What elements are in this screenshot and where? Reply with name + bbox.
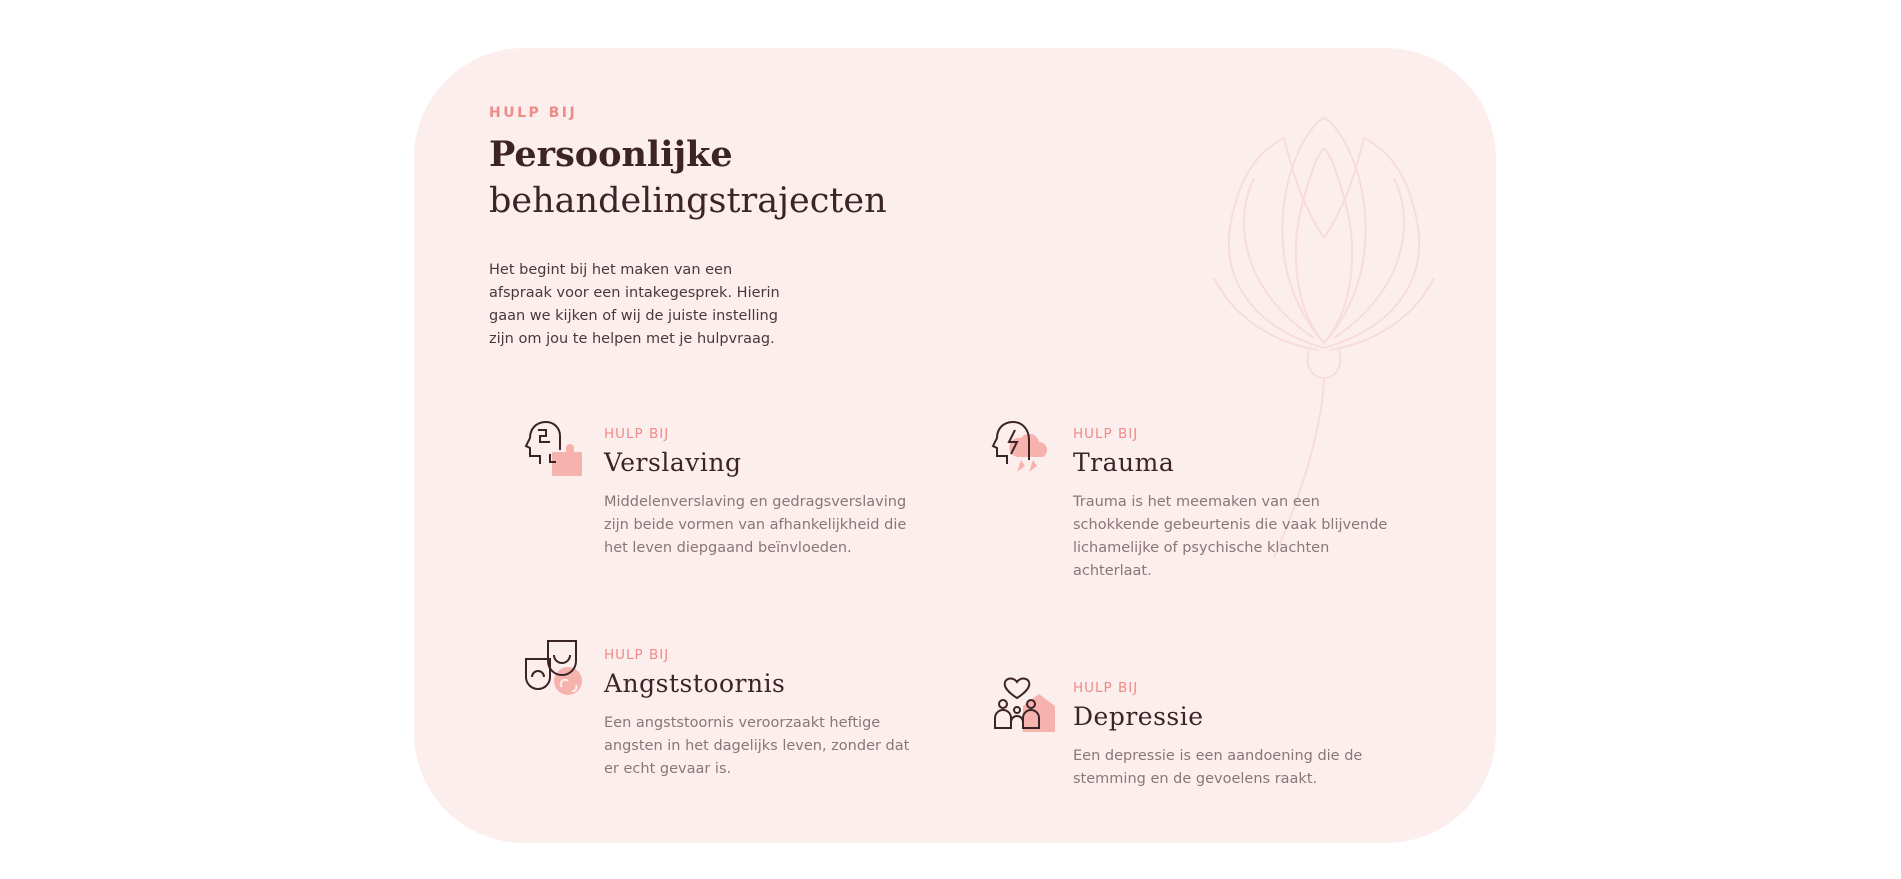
- service-depressie[interactable]: [1073, 680, 1433, 791]
- intro-text: Het begint bij het maken van een afspraak voor een intakegesprek. Hierin gaan we kijken of wij de juiste instelling zijn om jou te helpen met je hulpvraag.: [489, 262, 780, 347]
- head-lightning-icon: [991, 416, 1059, 484]
- treatments-card: [414, 48, 1496, 843]
- family-heart-icon: [991, 670, 1059, 738]
- service-eyebrow: HULP BIJ: [1073, 680, 1139, 696]
- service-description: Trauma is het meemaken van een schokkende gebeurtenis die vaak blijvende lichamelijke of psychische klachten achterlaat.: [1073, 494, 1388, 579]
- service-angststoornis[interactable]: [604, 647, 964, 781]
- service-description: Een angststoornis veroorzaakt heftige angsten in het dagelijks leven, zonder dat er echt gevaar is.: [604, 715, 910, 777]
- service-name[interactable]: Trauma: [1073, 448, 1175, 477]
- service-name[interactable]: Angststoornis: [604, 669, 786, 698]
- head-puzzle-icon: [522, 416, 590, 484]
- page-title: [489, 132, 887, 224]
- service-description: Een depressie is een aandoening die de stemming en de gevoelens raakt.: [1073, 748, 1363, 787]
- service-description: Middelenverslaving en gedragsverslaving zijn beide vormen van afhankelijkheid die het leven diepgaand beïnvloeden.: [604, 494, 907, 556]
- service-name[interactable]: Verslaving: [604, 448, 742, 477]
- theater-masks-icon: [522, 637, 590, 705]
- service-verslaving[interactable]: [604, 426, 964, 560]
- service-eyebrow: HULP BIJ: [604, 426, 670, 442]
- service-trauma[interactable]: [1073, 426, 1433, 583]
- service-eyebrow: HULP BIJ: [1073, 426, 1139, 442]
- service-eyebrow: HULP BIJ: [604, 647, 670, 663]
- section-eyebrow: HULP BIJ: [489, 105, 578, 121]
- service-name[interactable]: Depressie: [1073, 702, 1204, 731]
- title-line-1: Persoonlijke: [489, 134, 733, 175]
- title-line-2: behandelingstrajecten: [489, 181, 887, 221]
